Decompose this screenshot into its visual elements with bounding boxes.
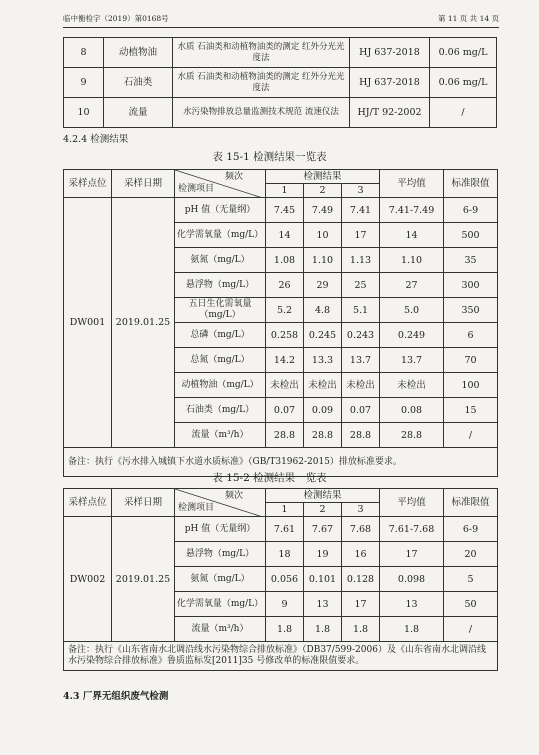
col-average: 平均值 — [380, 489, 444, 517]
item-name: pH 值（无量纲） — [175, 198, 266, 223]
value-2: 10 — [304, 223, 342, 248]
standard-code: HJ 637-2018 — [350, 38, 430, 68]
col-date: 采样日期 — [112, 489, 175, 517]
limit: 70 — [444, 348, 498, 373]
sampling-point: DW002 — [64, 517, 112, 642]
item-name: 氨氮（mg/L） — [175, 567, 266, 592]
value-3: 16 — [342, 542, 380, 567]
item-name: 动植物油 — [104, 38, 173, 68]
limit: 6 — [444, 323, 498, 348]
header-row — [64, 170, 498, 184]
sampling-date: 2019.01.25 — [112, 517, 175, 642]
value-3: 未检出 — [342, 373, 380, 398]
col-n2: 2 — [304, 503, 342, 517]
value-2: 13.3 — [304, 348, 342, 373]
limit: 5 — [444, 567, 498, 592]
average: 7.41-7.49 — [380, 198, 444, 223]
col-point: 采样点位 — [64, 170, 112, 198]
row-number: 10 — [64, 98, 104, 128]
results-table-1 — [63, 169, 498, 477]
average: 28.8 — [380, 423, 444, 448]
page-number: 第 11 页 共 14 页 — [437, 14, 499, 23]
table-row — [64, 98, 497, 128]
item-name: 五日生化需氧量（mg/L） — [175, 298, 266, 323]
item-name: 石油类（mg/L） — [175, 398, 266, 423]
value-3: 1.8 — [342, 617, 380, 642]
diagonal-header — [175, 170, 266, 198]
value-2: 7.67 — [304, 517, 342, 542]
item-name: 流量（m³/h） — [175, 617, 266, 642]
header-row — [64, 489, 498, 503]
limit: 6-9 — [444, 198, 498, 223]
value-2: 0.101 — [304, 567, 342, 592]
value-1: 0.258 — [266, 323, 304, 348]
value-1: 14 — [266, 223, 304, 248]
item-name: 悬浮物（mg/L） — [175, 542, 266, 567]
average: 1.10 — [380, 248, 444, 273]
value-2: 0.09 — [304, 398, 342, 423]
average: 13 — [380, 592, 444, 617]
item-name: 流量 — [104, 98, 173, 128]
value-2: 0.245 — [304, 323, 342, 348]
limit: / — [444, 423, 498, 448]
value-3: 25 — [342, 273, 380, 298]
col-results: 检测结果 — [266, 489, 380, 503]
average: 5.0 — [380, 298, 444, 323]
detection-limit: 0.06 mg/L — [430, 38, 497, 68]
table-row — [64, 68, 497, 98]
note-row — [64, 642, 498, 671]
col-n3: 3 — [342, 184, 380, 198]
methods-table — [63, 37, 497, 128]
table-row — [64, 38, 497, 68]
method-name: 水质 石油类和动植物油类的测定 红外分光光度法 — [173, 68, 350, 98]
standard-code: HJ 637-2018 — [350, 68, 430, 98]
limit: 35 — [444, 248, 498, 273]
value-2: 28.8 — [304, 423, 342, 448]
value-3: 13.7 — [342, 348, 380, 373]
value-1: 5.2 — [266, 298, 304, 323]
col-date: 采样日期 — [112, 170, 175, 198]
row-number: 8 — [64, 38, 104, 68]
col-frequency: 频次 — [224, 172, 243, 182]
detection-limit: 0.06 mg/L — [430, 68, 497, 98]
sampling-point: DW001 — [64, 198, 112, 448]
value-3: 5.1 — [342, 298, 380, 323]
col-n2: 2 — [304, 184, 342, 198]
table-note: 备注：执行《山东省南水北调沿线水污染物综合排放标准》（DB37/599-2006）及《山东省南水北调沿线水污染物综合排放标准》鲁质监标发[2011]35 号修改单的标准限值要求。 — [64, 642, 498, 671]
col-average: 平均值 — [380, 170, 444, 198]
col-n1: 1 — [266, 503, 304, 517]
table-caption: 表 15-2 检测结果一览表 — [212, 472, 327, 484]
table-row — [64, 198, 498, 223]
value-1: 7.61 — [266, 517, 304, 542]
value-3: 7.41 — [342, 198, 380, 223]
value-2: 13 — [304, 592, 342, 617]
diagonal-header — [175, 489, 266, 517]
method-name: 水污染物排放总量监测技术规范 流速仪法 — [173, 98, 350, 128]
limit: 500 — [444, 223, 498, 248]
item-name: pH 值（无量纲） — [175, 517, 266, 542]
item-name: 悬浮物（mg/L） — [175, 273, 266, 298]
header-rule — [63, 27, 499, 28]
section-heading: 4.2.4 检测结果 — [63, 134, 129, 145]
value-3: 28.8 — [342, 423, 380, 448]
item-name: 氨氮（mg/L） — [175, 248, 266, 273]
value-1: 0.07 — [266, 398, 304, 423]
limit: 100 — [444, 373, 498, 398]
results-table-2 — [63, 488, 498, 671]
limit: / — [444, 617, 498, 642]
sampling-date: 2019.01.25 — [112, 198, 175, 448]
average: 未检出 — [380, 373, 444, 398]
col-limit: 标准限值 — [444, 170, 498, 198]
value-3: 0.128 — [342, 567, 380, 592]
item-name: 化学需氧量（mg/L） — [175, 223, 266, 248]
col-item: 检测项目 — [178, 503, 215, 513]
value-1: 1.08 — [266, 248, 304, 273]
col-results: 检测结果 — [266, 170, 380, 184]
detection-limit: / — [430, 98, 497, 128]
col-n1: 1 — [266, 184, 304, 198]
value-2: 1.8 — [304, 617, 342, 642]
col-point: 采样点位 — [64, 489, 112, 517]
col-item: 检测项目 — [178, 184, 215, 194]
value-1: 26 — [266, 273, 304, 298]
value-3: 17 — [342, 592, 380, 617]
average: 14 — [380, 223, 444, 248]
limit: 300 — [444, 273, 498, 298]
value-1: 7.45 — [266, 198, 304, 223]
average: 0.098 — [380, 567, 444, 592]
value-1: 18 — [266, 542, 304, 567]
value-2: 未检出 — [304, 373, 342, 398]
value-2: 4.8 — [304, 298, 342, 323]
col-limit: 标准限值 — [444, 489, 498, 517]
value-3: 0.07 — [342, 398, 380, 423]
item-name: 石油类 — [104, 68, 173, 98]
method-name: 水质 石油类和动植物油类的测定 红外分光光度法 — [173, 38, 350, 68]
value-3: 0.243 — [342, 323, 380, 348]
value-1: 0.056 — [266, 567, 304, 592]
average: 27 — [380, 273, 444, 298]
value-1: 未检出 — [266, 373, 304, 398]
limit: 50 — [444, 592, 498, 617]
value-1: 14.2 — [266, 348, 304, 373]
table-note: 备注：执行《污水排入城镇下水道水质标准》（GB/T31962-2015）排放标准要求。 — [64, 448, 498, 477]
item-name: 流量（m³/h） — [175, 423, 266, 448]
average: 0.249 — [380, 323, 444, 348]
value-3: 1.13 — [342, 248, 380, 273]
value-1: 9 — [266, 592, 304, 617]
item-name: 总氮（mg/L） — [175, 348, 266, 373]
average: 1.8 — [380, 617, 444, 642]
value-2: 1.10 — [304, 248, 342, 273]
table-caption: 表 15-1 检测结果一览表 — [212, 151, 327, 163]
report-number: 临中衡检字（2019）第0168号 — [63, 14, 169, 23]
item-name: 总磷（mg/L） — [175, 323, 266, 348]
value-2: 29 — [304, 273, 342, 298]
standard-code: HJ/T 92-2002 — [350, 98, 430, 128]
average: 13.7 — [380, 348, 444, 373]
limit: 6-9 — [444, 517, 498, 542]
value-1: 1.8 — [266, 617, 304, 642]
value-3: 7.68 — [342, 517, 380, 542]
col-frequency: 频次 — [224, 491, 243, 501]
limit: 20 — [444, 542, 498, 567]
table-row — [64, 517, 498, 542]
row-number: 9 — [64, 68, 104, 98]
value-2: 7.49 — [304, 198, 342, 223]
item-name: 化学需氧量（mg/L） — [175, 592, 266, 617]
average: 0.08 — [380, 398, 444, 423]
limit: 15 — [444, 398, 498, 423]
item-name: 动植物油（mg/L） — [175, 373, 266, 398]
average: 7.61-7.68 — [380, 517, 444, 542]
average: 17 — [380, 542, 444, 567]
value-2: 19 — [304, 542, 342, 567]
limit: 350 — [444, 298, 498, 323]
col-n3: 3 — [342, 503, 380, 517]
value-3: 17 — [342, 223, 380, 248]
section-heading: 4.3 厂界无组织废气检测 — [63, 691, 169, 702]
value-1: 28.8 — [266, 423, 304, 448]
